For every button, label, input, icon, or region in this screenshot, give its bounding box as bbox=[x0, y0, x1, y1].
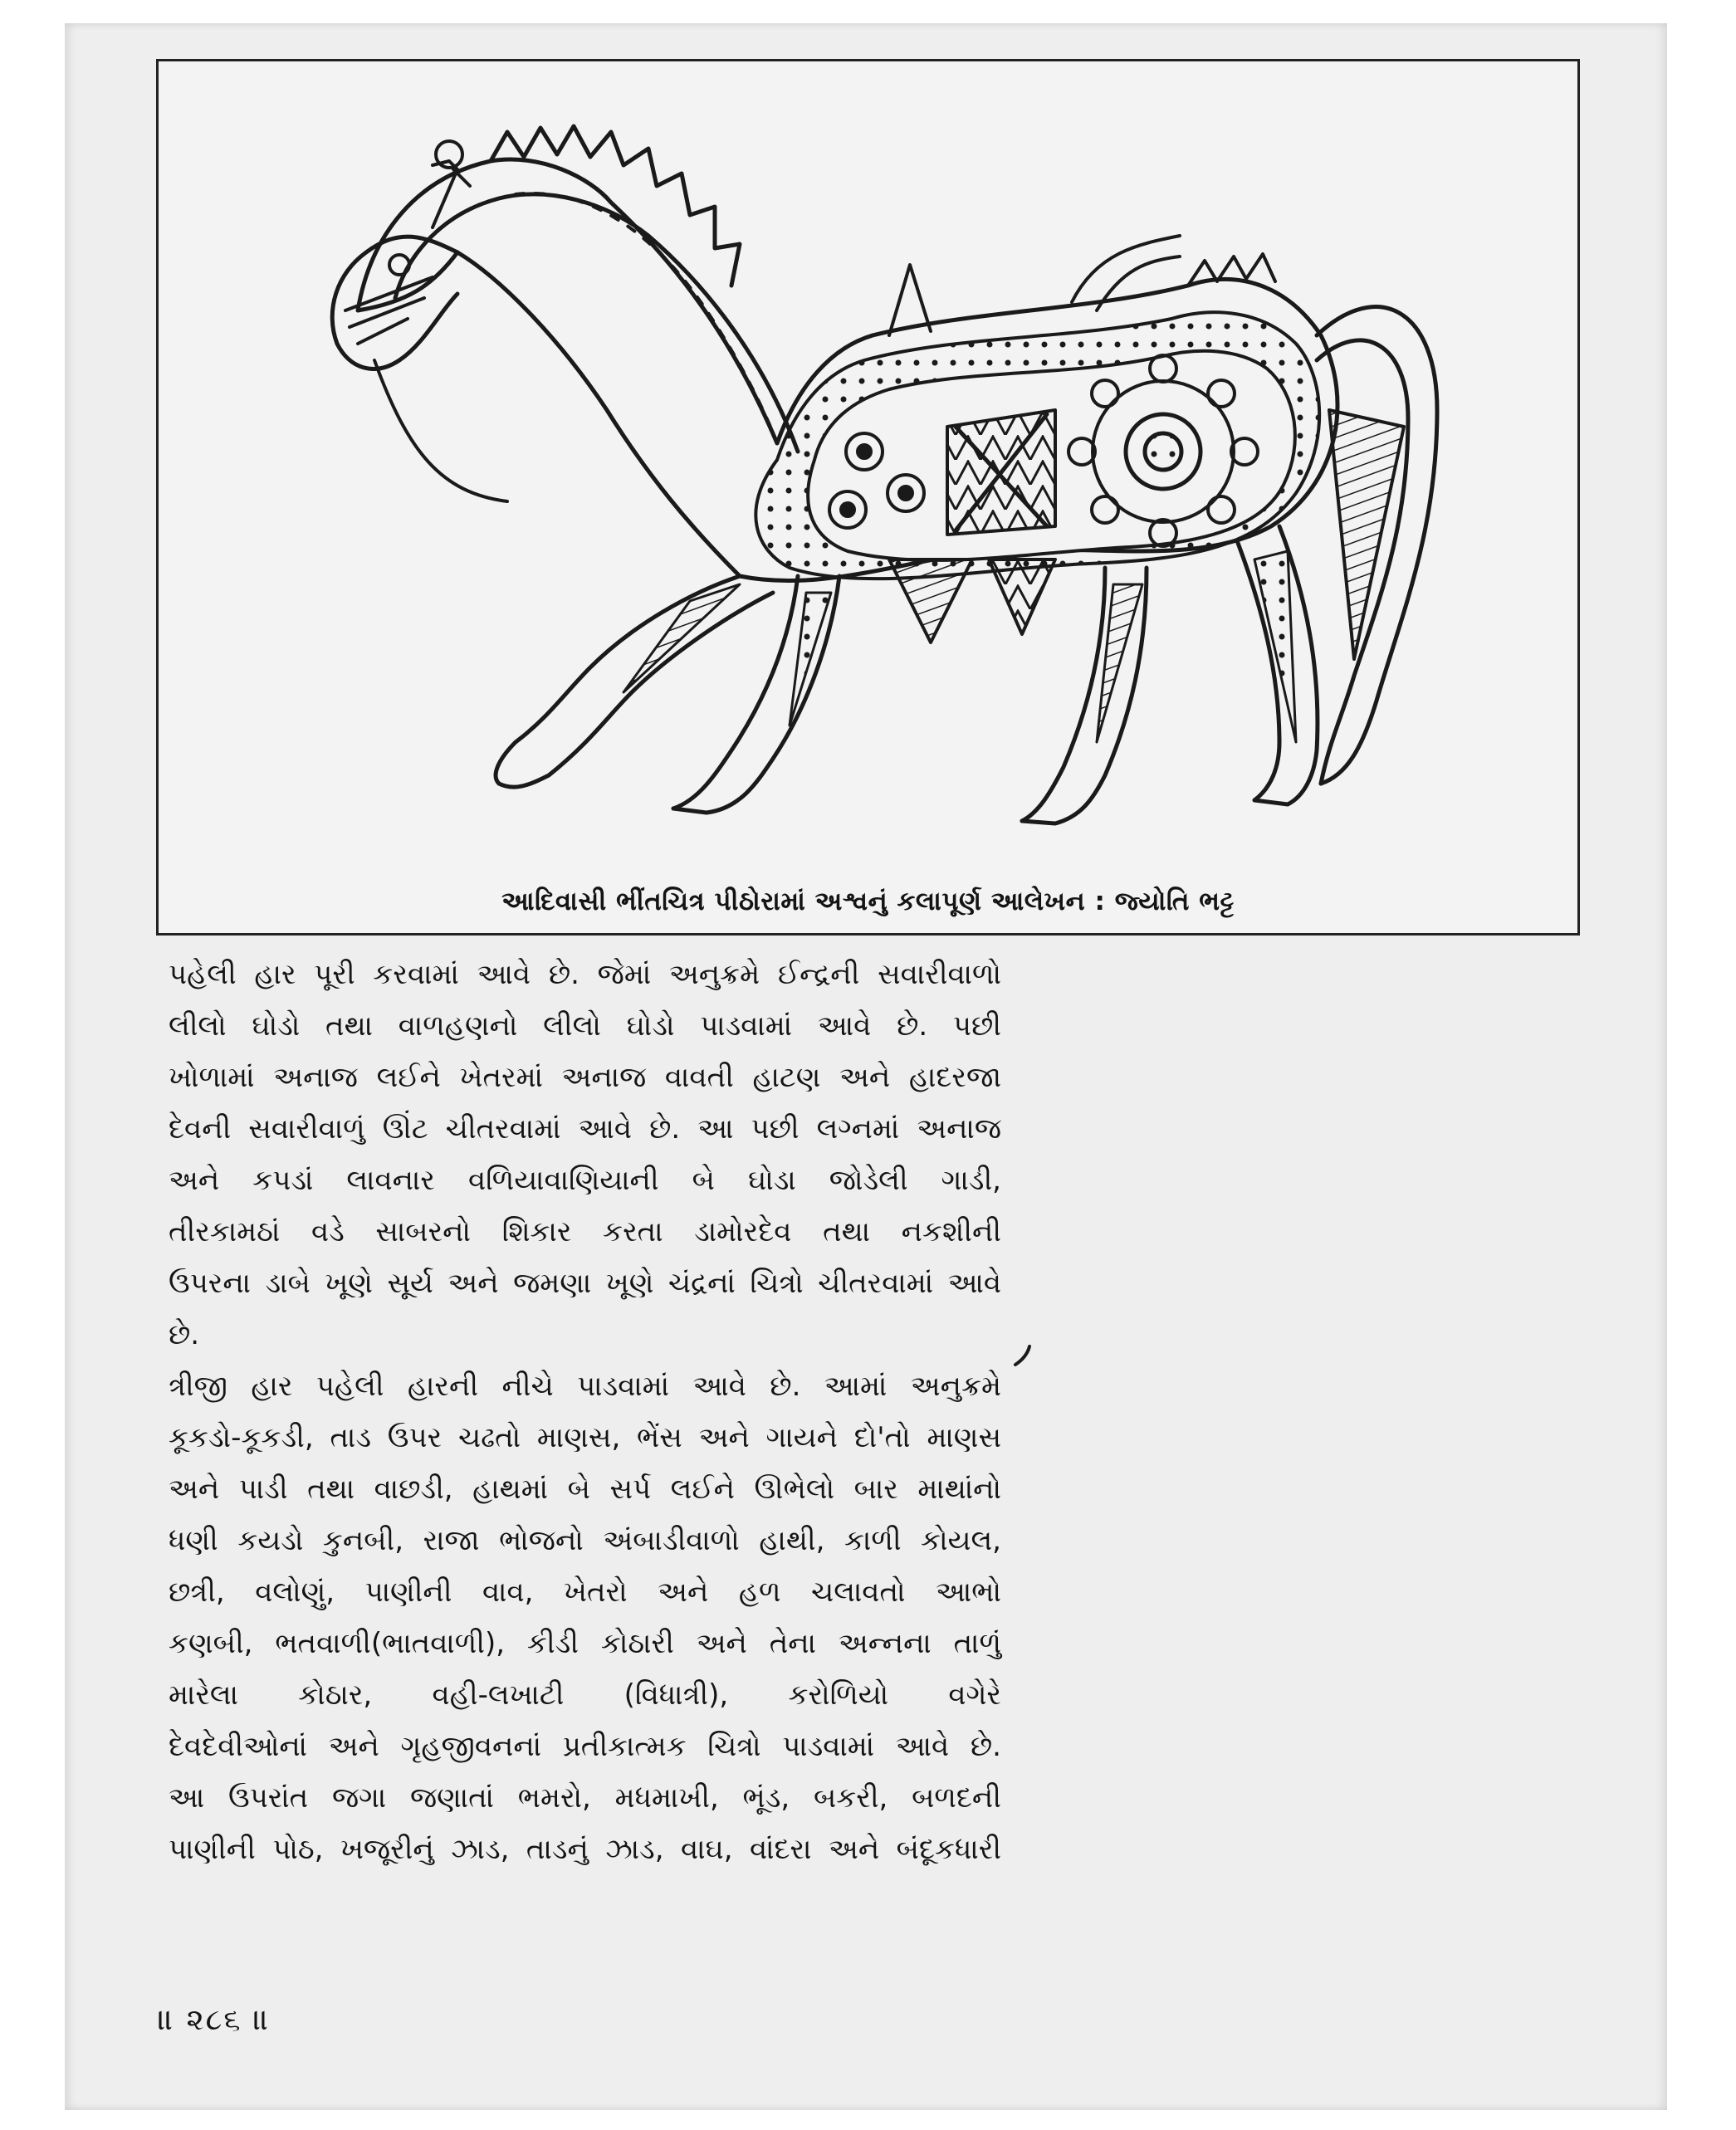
pen-mark bbox=[1013, 1345, 1033, 1366]
text-line: પાણીની પોઠ, ખજૂરીનું ઝાડ, તાડનું ઝાડ, વાઘ, વાંદરા અને બંદૂકધારી bbox=[169, 1833, 1001, 1866]
text-line: મારેલા કોઠાર, વહી-લખાટી (વિધાત્રી), કરોળિયો વગેરે bbox=[169, 1678, 1001, 1712]
text-line: અને પાડી તથા વાછડી, હાથમાં બે સર્પ લઈને ઊભેલો બાર માથાંનો bbox=[169, 1473, 1001, 1506]
text-line: તીરકામઠાં વડે સાબરનો શિકાર કરતા ડામોરદેવ તથા નકશીની bbox=[169, 1215, 1001, 1248]
text-line: છે. bbox=[169, 1318, 200, 1351]
text-line: કૂકડો-કૂકડી, તાડ ઉપર ચઢતો માણસ, ભેંસ અને ગાયને દો'તો માણસ bbox=[169, 1421, 1001, 1454]
text-line: ત્રીજી હાર પહેલી હારની નીચે પાડવામાં આવે છે. આમાં અનુક્રમે bbox=[169, 1370, 1001, 1403]
figure-frame bbox=[156, 59, 1580, 936]
text-line: આ ઉપરાંત જગા જણાતાં ભમરો, મધમાખી, ભૂંડ, બકરી, બળદની bbox=[169, 1781, 1001, 1815]
horse-illustration bbox=[159, 61, 1577, 875]
body-text bbox=[169, 949, 1001, 1875]
text-line: કણબી, ભતવાળી(ભાતવાળી), કીડી કોઠારી અને તેના અન્નના તાળું bbox=[169, 1627, 1001, 1660]
book-page bbox=[65, 23, 1667, 2110]
text-line: છત્રી, વલોણું, પાણીની વાવ, ખેતરો અને હળ ચલાવતો આભો bbox=[169, 1576, 1001, 1609]
text-line: લીલો ઘોડો તથા વાળહણનો લીલો ઘોડો પાડવામાં આવે છે. પછી bbox=[169, 1009, 1001, 1043]
page-number: ॥ ૨૮૬ ॥ bbox=[158, 2003, 271, 2037]
text-line: અને કપડાં લાવનાર વળિયાવાણિયાની બે ઘોડા જોડેલી ગાડી, bbox=[169, 1164, 1001, 1197]
text-line: પહેલી હાર પૂરી કરવામાં આવે છે. જેમાં અનુક્રમે ઈન્દ્રની સવારીવાળો bbox=[169, 958, 1001, 991]
text-line: ખોળામાં અનાજ લઈને ખેતરમાં અનાજ વાવતી હાટણ અને હાદરજા bbox=[169, 1061, 1001, 1094]
text-line: ઉપરના ડાબે ખૂણે સૂર્ય અને જમણા ખૂણે ચંદ્રનાં ચિત્રો ચીતરવામાં આવે bbox=[169, 1267, 1001, 1300]
text-line: દેવદેવીઓનાં અને ગૃહજીવનનાં પ્રતીકાત્મક ચિત્રો પાડવામાં આવે છે. bbox=[169, 1730, 1001, 1763]
text-line: ધણી કયડો કુનબી, રાજા ભોજનો અંબાડીવાળો હાથી, કાળી કોયલ, bbox=[169, 1524, 1001, 1557]
figure-caption: આદિવાસી ભીંતચિત્ર પીઠોરામાં અશ્વનું કલાપૂર્ણ આલેખન : જ્યોતિ ભટ્ટ bbox=[501, 887, 1235, 916]
text-line: દેવની સવારીવાળું ઊંટ ચીતરવામાં આવે છે. આ પછી લગ્નમાં અનાજ bbox=[169, 1112, 1001, 1146]
